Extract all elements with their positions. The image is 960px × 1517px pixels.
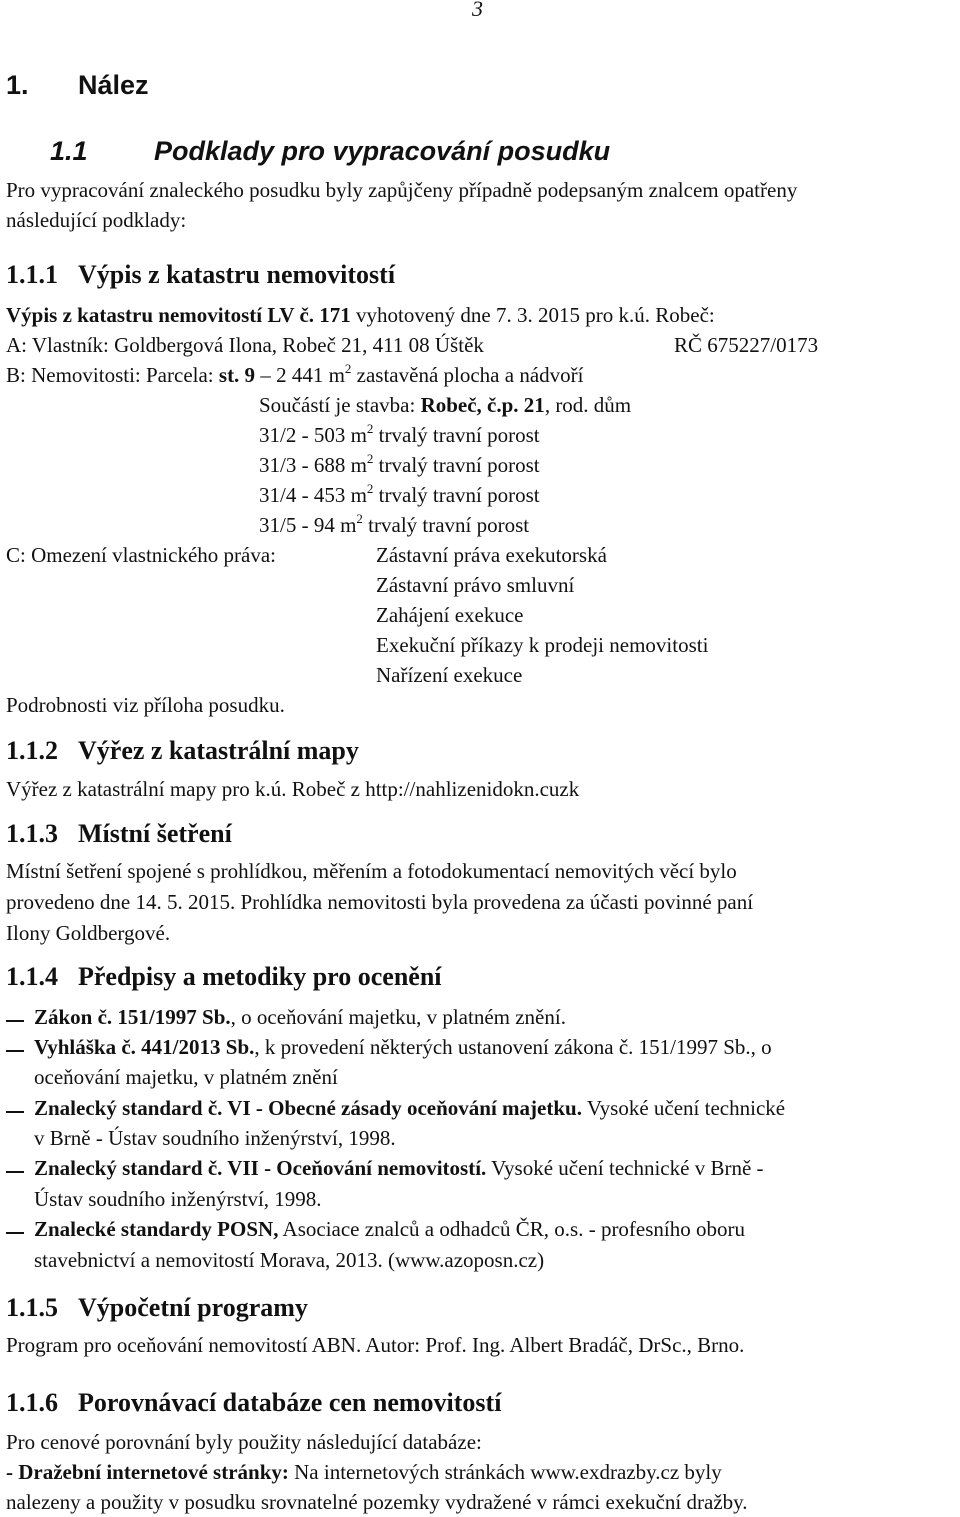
superscript: 2 [344,361,352,376]
intro-line-1: Pro vypracování znaleckého posudku byly zapůjčeny případně podepsaným znalcem opatřeny [6,178,798,202]
software-text: Program pro oceňování nemovitostí ABN. Autor: Prof. Ing. Albert Bradáč, DrSc., Brno. [6,1333,745,1357]
section-heading-1-1 [50,136,610,167]
heading-1-1-3 [6,819,232,849]
database-rest: Na internetových stránkách www.exdrazby.cz byly [288,1460,722,1484]
survey-line-2: provedeno dne 14. 5. 2015. Prohlídka nemovitosti byla provedena za účasti povinné paní [6,890,754,914]
parcel-type: trvalý travní porost [373,453,540,477]
superscript: 2 [356,511,363,526]
regulation-continuation: oceňování majetku, v platném znění [34,1065,338,1089]
regulation-continuation: v Brně - Ústav soudního inženýrství, 1998. [34,1126,396,1150]
lv-line [6,303,715,328]
building-prefix: Součástí je stavba: [259,393,421,417]
restriction-item: Zástavní práva exekutorská [376,543,607,567]
section-heading-1 [6,70,149,101]
regulation-rest: , o oceňování majetku, v platném znění. [230,1005,566,1029]
dash-bullet [6,1232,24,1234]
parcel-area: – 2 441 m [255,363,345,387]
regulation-bold: Znalecký standard č. VII - Oceňování nemovitostí. [34,1156,487,1180]
building-rest: , rod. dům [544,393,632,417]
restriction-item: Zástavní právo smluvní [376,573,575,597]
parcel-type: trvalý travní porost [362,513,530,537]
heading-number: 1.1.5 [6,1293,58,1322]
heading-number: 1.1.3 [6,819,58,848]
map-text: Výřez z katastrální mapy pro k.ú. Robeč z http://nahlizenidokn.cuzk [6,777,580,801]
heading-title: Místní šetření [78,819,232,848]
parcel-id: 31/2 - 503 m [259,423,367,447]
regulation-rest: Vysoké učení technické [581,1096,786,1120]
superscript: 2 [366,421,374,436]
heading-title: Podklady pro vypracování posudku [154,136,611,166]
regulation-item [34,1217,745,1242]
database-intro: Pro cenové porovnání byly použity následující databáze: [6,1430,482,1454]
heading-title: Výřez z katastrální mapy [78,736,359,765]
parcel-bold: st. 9 [218,363,256,387]
dash-bullet [6,1050,24,1052]
heading-title: Výpočetní programy [78,1293,308,1322]
regulation-bold: Vyhláška č. 441/2013 Sb. [34,1035,255,1059]
regulation-continuation: stavebnictví a nemovitostí Morava, 2013. (www.azoposn.cz) [34,1248,545,1272]
regulation-rest: Vysoké učení technické v Brně - [486,1156,764,1180]
heading-number: 1.1.6 [6,1388,58,1417]
regulation-item [34,1035,958,1060]
heading-1-1-1 [6,260,395,290]
lv-rest: vyhotovený dne 7. 3. 2015 pro k.ú. Robeč: [350,303,715,327]
b-label: B: Nemovitosti: Parcela: [6,363,219,387]
dash-bullet [6,1020,24,1022]
database-bold: - Dražební internetové stránky: [6,1460,289,1484]
survey-line-1: Místní šetření spojené s prohlídkou, měřením a fotodokumentací nemovitých věcí bylo [6,859,737,883]
regulation-rest: Asociace znalců a odhadců ČR, o.s. - profesního oboru [278,1217,745,1241]
page-number: 3 [472,0,483,21]
regulation-bold: Znalecký standard č. VI - Obecné zásady oceňování majetku. [34,1096,582,1120]
details-note: Podrobnosti viz příloha posudku. [6,693,285,717]
survey-line-3: Ilony Goldbergové. [6,921,171,945]
intro-line-2: následující podklady: [6,208,187,232]
restrictions-label: C: Omezení vlastnického práva: [6,543,276,567]
regulation-item [34,1096,785,1121]
restriction-item: Nařízení exekuce [376,663,523,687]
parcel-type: trvalý travní porost [373,483,540,507]
database-line-1 [6,1460,722,1485]
heading-title: Porovnávací databáze cen nemovitostí [78,1388,502,1417]
regulation-bold: Znalecké standardy POSN, [34,1217,279,1241]
heading-1-1-5 [6,1293,308,1323]
dash-bullet [6,1171,24,1173]
parcel-id: 31/3 - 688 m [259,453,367,477]
heading-number: 1. [6,70,29,100]
lv-bold: Výpis z katastru nemovitostí LV č. 171 [6,303,351,327]
superscript: 2 [366,481,374,496]
parcel-id: 31/4 - 453 m [259,483,367,507]
heading-number: 1.1.2 [6,736,58,765]
parcel-id: 31/5 - 94 m [259,513,357,537]
heading-number: 1.1.4 [6,962,58,991]
parcel-row [259,513,529,538]
superscript: 2 [366,451,374,466]
heading-title: Výpis z katastru nemovitostí [78,260,396,289]
parcel-row [259,453,540,478]
heading-title: Předpisy a metodiky pro ocenění [78,962,442,991]
dash-bullet [6,1111,24,1113]
regulation-item [34,1005,566,1030]
regulation-bold: Zákon č. 151/1997 Sb. [34,1005,231,1029]
heading-number: 1.1 [50,136,88,166]
building-bold: Robeč, č.p. 21 [420,393,545,417]
parcel-type: trvalý travní porost [373,423,540,447]
heading-1-1-2 [6,736,359,766]
regulation-item [34,1156,764,1181]
parcel-row [259,423,540,448]
heading-1-1-4 [6,962,442,992]
restriction-item: Zahájení exekuce [376,603,524,627]
regulation-continuation: Ústav soudního inženýrství, 1998. [34,1187,322,1211]
heading-1-1-6 [6,1388,501,1418]
parcel-row [259,483,540,508]
owner-line: A: Vlastník: Goldbergová Ilona, Robeč 21, 411 08 Úštěk [6,333,484,357]
heading-title: Nález [78,70,149,100]
parcel-desc: zastavěná plocha a nádvoří [351,363,584,387]
building-line [259,393,631,418]
heading-number: 1.1.1 [6,260,58,289]
database-line-2: nalezeny a použity v posudku srovnatelné pozemky vydražené v rámci exekuční dražby. [6,1490,748,1514]
regulation-rest: , k provedení některých ustanovení zákona č. 151/1997 Sb., o [254,1035,772,1059]
parcel-line [6,363,583,388]
birth-number: RČ 675227/0173 [674,333,819,357]
restriction-item: Exekuční příkazy k prodeji nemovitosti [376,633,709,657]
